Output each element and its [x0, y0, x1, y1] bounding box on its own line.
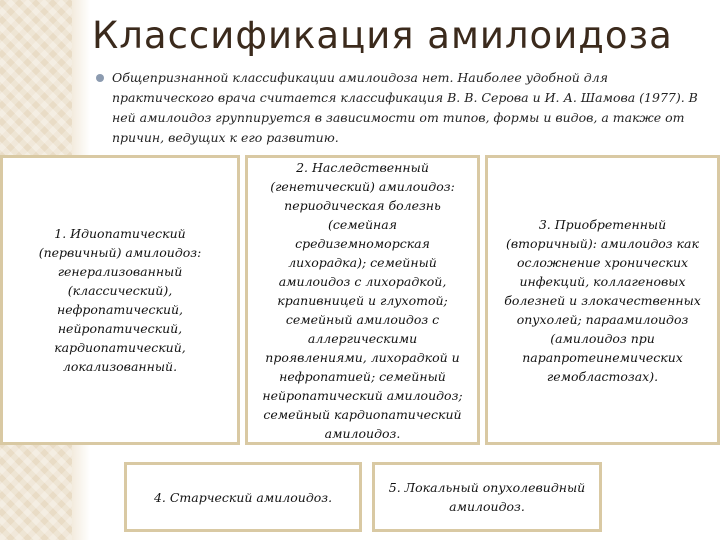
senile-text: 4. Старческий амилоидоз. [153, 489, 333, 505]
classification-box-acquired [485, 155, 720, 445]
local-tumor-text: 5. Локальный опухолевидный амилоидоз. [388, 480, 586, 514]
intro-text: Общепризнанной классификации амилоидоза нет. Наиболее удобной для практического врача считается классификация В. В. Серова и И. А. Шамова (1977). В ней амилоидоз группируется в зависимости от типов, формы и видов, а также от причин, ведущих к его развитию. [112, 70, 698, 145]
intro-paragraph [96, 68, 702, 148]
classification-box-hereditary [245, 155, 480, 445]
classification-box-senile [124, 462, 362, 532]
acquired-text: 3. Приобретенный (вторичный): амилоидоз как осложнение хронических инфекций, коллагеновых болезней и злокачественных опухолей; параамилоидоз (амилоидоз при парапротеинемических гемобластозах). [504, 216, 701, 384]
classification-box-local-tumor [372, 462, 602, 532]
classification-box-idiopathic [0, 155, 240, 445]
bullet-icon [96, 74, 104, 82]
hereditary-text: 2. Наследственный (генетический) амилоидоз: периодическая болезнь (семейная средиземноморская лихорадка); семейный амилоидоз с лихорадкой, крапивницей и глухотой; семейный амилоидоз с аллергическими проявлениями, лихорадкой и нефропатией; семейный нейропатический амилоидоз; семейный кардиопатический амилоидоз. [262, 159, 463, 441]
idiopathic-text: 1. Идиопатический (первичный) амилоидоз: генерализованный (классический), нефропатический, нейропатический, кардиопатический, локализованный. [38, 226, 202, 374]
slide-title: Классификация амилоидоза [92, 14, 673, 57]
